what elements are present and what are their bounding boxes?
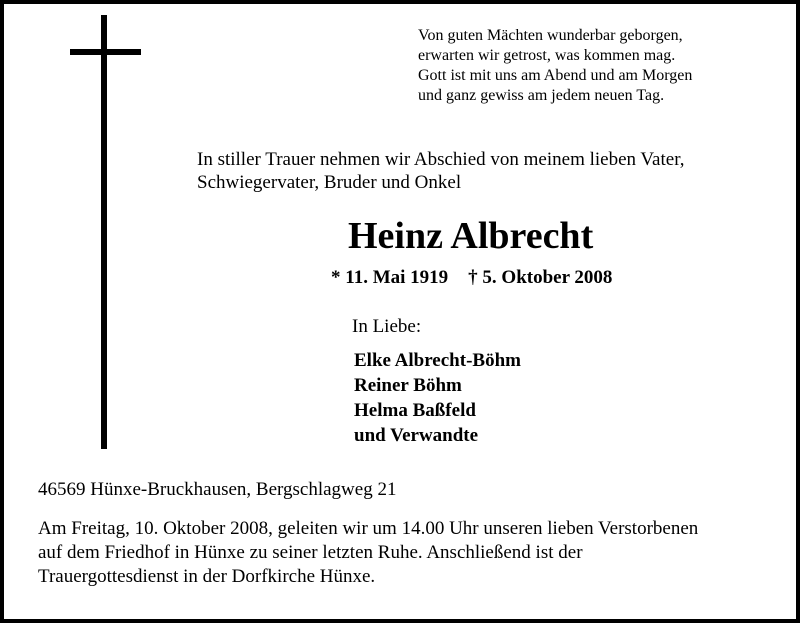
mourners-list — [354, 348, 521, 448]
intro-line: In stiller Trauer nehmen wir Abschied von meinem lieben Vater, — [197, 149, 685, 170]
poem-line: Von guten Mächten wunderbar geborgen, — [418, 27, 683, 44]
deceased-name: Heinz Albrecht — [348, 215, 594, 257]
funeral-line: auf dem Friedhof in Hünxe zu seiner letzten Ruhe. Anschließend ist der — [38, 542, 583, 563]
poem-quote — [418, 26, 692, 106]
cross-vertical-bar — [101, 15, 107, 449]
death-date: † 5. Oktober 2008 — [468, 267, 613, 288]
mourner-name: Reiner Böhm — [354, 375, 462, 396]
birth-date: * 11. Mai 1919 — [331, 267, 449, 288]
mourner-name: Helma Baßfeld — [354, 400, 476, 421]
cross-horizontal-bar — [70, 49, 141, 55]
intro-line: Schwiegervater, Bruder und Onkel — [197, 172, 462, 193]
mourner-name: Elke Albrecht-Böhm — [354, 350, 521, 371]
life-dates — [331, 266, 612, 290]
funeral-info — [38, 517, 698, 589]
family-address: 46569 Hünxe-Bruckhausen, Bergschlagweg 21 — [38, 479, 397, 500]
mourners-heading: In Liebe: — [352, 316, 422, 337]
mourner-name: und Verwandte — [354, 425, 479, 446]
poem-line: und ganz gewiss am jedem neuen Tag. — [418, 87, 665, 104]
funeral-line: Trauergottesdienst in der Dorfkirche Hünxe. — [38, 566, 376, 587]
funeral-line: Am Freitag, 10. Oktober 2008, geleiten wir um 14.00 Uhr unseren lieben Verstorbenen — [38, 518, 699, 539]
poem-line: erwarten wir getrost, was kommen mag. — [418, 47, 676, 64]
poem-line: Gott ist mit uns am Abend und am Morgen — [418, 67, 693, 84]
intro-text — [197, 148, 685, 194]
